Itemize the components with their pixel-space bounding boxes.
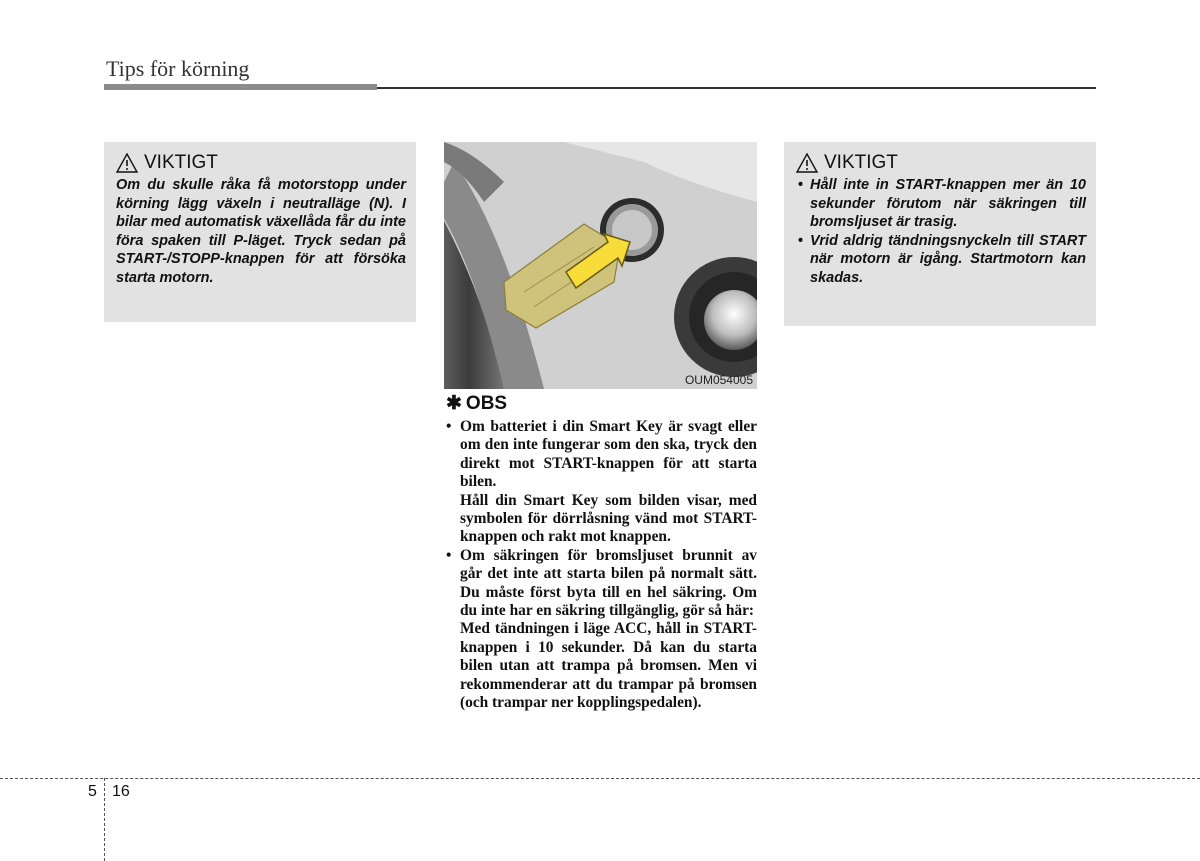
obs-list [444,418,757,713]
page-header-title: Tips för körning [106,56,250,81]
footer-dashed-rule [0,778,1200,779]
smart-key-illustration [444,142,757,389]
right-warning-box [784,142,1096,326]
left-warning-text: Om du skulle råka få motorstopp under körning lägg växeln i neutralläge (N). I bilar med automatisk växellåda får du inte föra spaken till P-läget. Tryck sedan på START-/STOPP-knappen för att försöka starta motorn. [116,177,406,286]
left-warning-box [104,142,416,322]
header-rule-thin [377,87,1096,89]
left-warning-heading [116,152,406,174]
obs-item [444,547,757,713]
obs-item [444,418,757,547]
right-warning-heading [796,152,1086,174]
right-warning-item: • Vrid aldrig tändningsnyckeln till START när motorn är igång. Startmotorn kan skadas. [796,232,1086,288]
asterisk-icon: ✱ [446,393,462,414]
smart-key-start-button-image [444,142,757,389]
warning-triangle-icon [116,153,138,173]
left-warning-title: VIKTIGT [144,152,218,173]
obs-title: OBS [465,392,508,414]
footer-dashed-divider [104,778,105,861]
right-warning-list [796,176,1086,287]
obs-item-text: • Om batteriet i din Smart Key är svagt eller om den inte fungerar som den ska, tryck den direkt mot START-knappen för att starta bilen. [460,418,757,491]
page-number: 16 [112,783,130,800]
figure-code: OUM054005 [684,373,753,387]
right-warning-item: • Håll inte in START-knappen mer än 10 sekunder förutom när säkringen till bromsljuset är trasig. [796,176,1086,232]
obs-item-text: • Om säkringen för bromsljuset brunnit av går det inte att starta bilen på normalt sätt. Du måste först byta till en hel säkring. Om du inte har en säkring tillgänglig, gör så här: [460,546,757,620]
obs-heading [446,392,507,415]
header-rule-thick [104,84,377,90]
obs-item-text: Håll din Smart Key som bilden visar, med symbolen för dörrlåsning vänd mot START-knappen och rakt mot knappen. [460,491,757,546]
warning-triangle-icon [796,153,818,173]
section-number: 5 [88,783,97,800]
right-warning-title: VIKTIGT [824,152,898,173]
obs-item-text: Med tändningen i läge ACC, håll in START-knappen i 10 sekunder. Då kan du starta bilen utan att trampa på bromsen. Men vi rekommenderar att du trampar på bromsen (och trampar ner kopplingspedalen). [460,620,757,712]
